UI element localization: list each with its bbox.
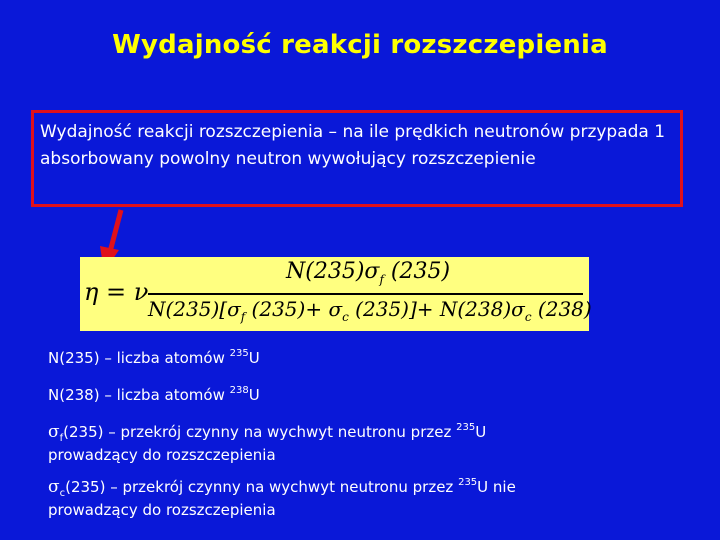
formula-numerator: $N(235)\sigma_f$ (235)	[286, 259, 451, 287]
definition-box	[31, 110, 683, 207]
definition-text: Wydajność reakcji rozszczepienia – na ile prędkich neutronów przypada 1 absorbowany powolny neutron wywołujący rozszczepienie	[40, 122, 666, 169]
formula-box	[80, 257, 592, 331]
formula-denominator: $N(235)[\sigma_f$ $(235)+ \sigma_c$ $(235)]+ N(238)\sigma_c$ (238)	[148, 297, 592, 324]
fraction-bar	[148, 293, 583, 295]
def-sigma-c: $\sigma_c(235)$ – przekrój czynny na wychwyt neutronu przez $^{235}$U nie prowadzący do rozszczepienia	[48, 477, 516, 519]
definitions-list	[48, 348, 516, 532]
def-n235: N(235) – liczba atomów $^{235}$U	[48, 348, 260, 367]
slide-title: Wydajność reakcji rozszczepienia	[112, 30, 608, 60]
formula-lhs: η = ν	[84, 278, 149, 306]
def-n238: N(238) – liczba atomów $^{238}$U	[48, 385, 260, 404]
def-sigma-f: $\sigma_f(235)$ – przekrój czynny na wychwyt neutronu przez $^{235}$U prowadzący do rozszczepienia	[48, 422, 487, 464]
